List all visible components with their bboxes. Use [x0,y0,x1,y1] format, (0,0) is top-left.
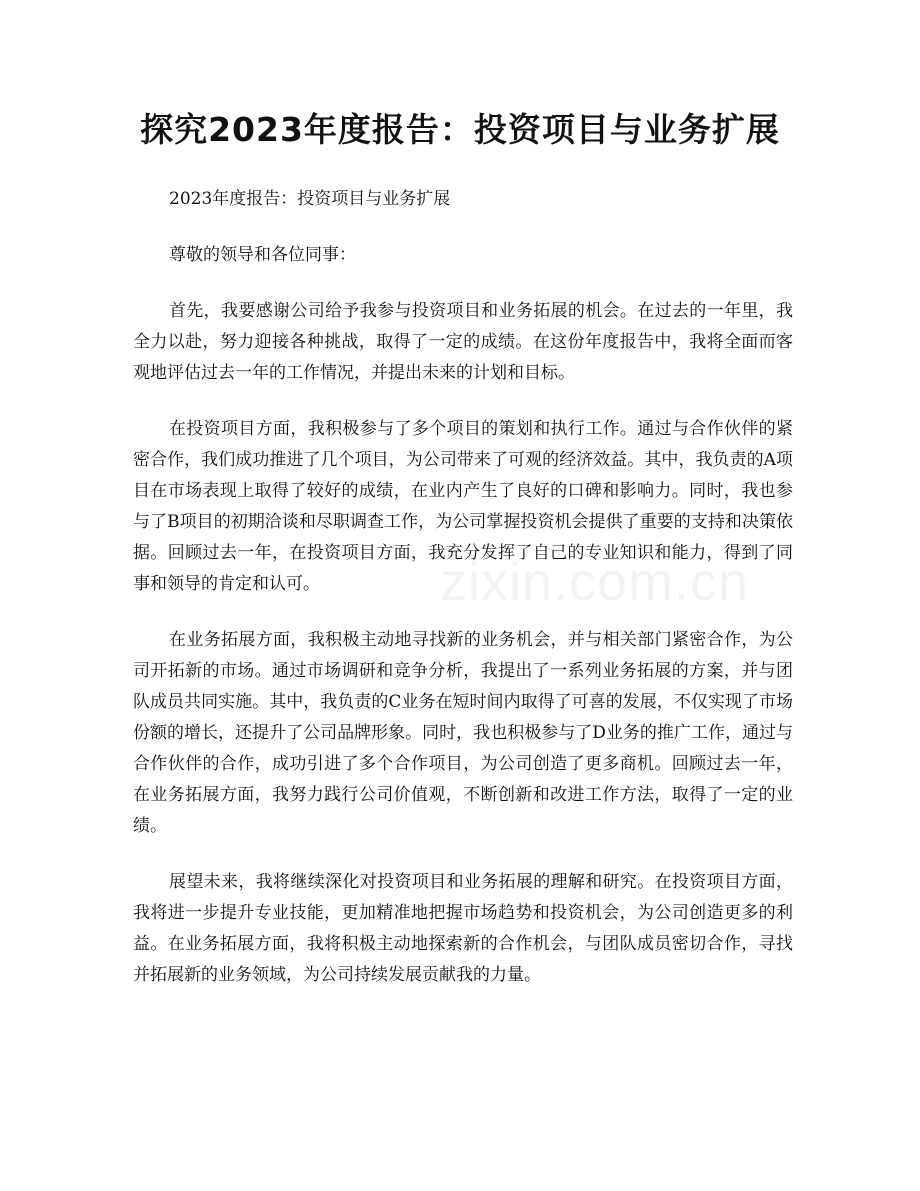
paragraph-salutation: 尊敬的领导和各位同事： [169,245,356,265]
watermark: zixin.com.cn [440,552,750,612]
document-body [133,184,793,1016]
paragraph-investment: 在投资项目方面，我积极参与了多个项目的策划和执行工作。通过与合作伙伴的紧密合作，我们成功推进了几个项目，为公司带来了可观的经济效益。其中，我负责的A项目在市场表现上取得了较好的成绩，在业内产生了良好的口碑和影响力。同时，我也参与了B项目的初期洽谈和尽职调查工作，为公司掌握投资机会提供了重要的支持和决策依据。回顾过去一年，在投资项目方面，我充分发挥了自己的专业知识和能力，得到了同事和领导的肯定和认可。 [133,419,793,594]
document-title: 探究2023年度报告：投资项目与业务扩展 [140,110,780,149]
paragraph-business: 在业务拓展方面，我积极主动地寻找新的业务机会，并与相关部门紧密合作，为公司开拓新的市场。通过市场调研和竞争分析，我提出了一系列业务拓展的方案，并与团队成员共同实施。其中，我负责的C业务在短时间内取得了可喜的发展，不仅实现了市场份额的增长，还提升了公司品牌形象。同时，我也积极参与了D业务的推广工作，通过与合作伙伴的合作，成功引进了多个合作项目，为公司创造了更多商机。回顾过去一年，在业务拓展方面，我努力践行公司价值观，不断创新和改进工作方法，取得了一定的业绩。 [133,630,793,836]
paragraph-intro: 首先，我要感谢公司给予我参与投资项目和业务拓展的机会。在过去的一年里，我全力以赴，努力迎接各种挑战，取得了一定的成绩。在这份年度报告中，我将全面而客观地评估过去一年的工作情况，并提出未来的计划和目标。 [133,301,793,383]
paragraph-outlook: 展望未来，我将继续深化对投资项目和业务拓展的理解和研究。在投资项目方面，我将进一步提升专业技能，更加精准地把握市场趋势和投资机会，为公司创造更多的利益。在业务拓展方面，我将积极主动地探索新的合作机会，与团队成员密切合作，寻找并拓展新的业务领域，为公司持续发展贡献我的力量。 [133,872,793,985]
paragraph-subtitle: 2023年度报告：投资项目与业务扩展 [169,189,451,209]
